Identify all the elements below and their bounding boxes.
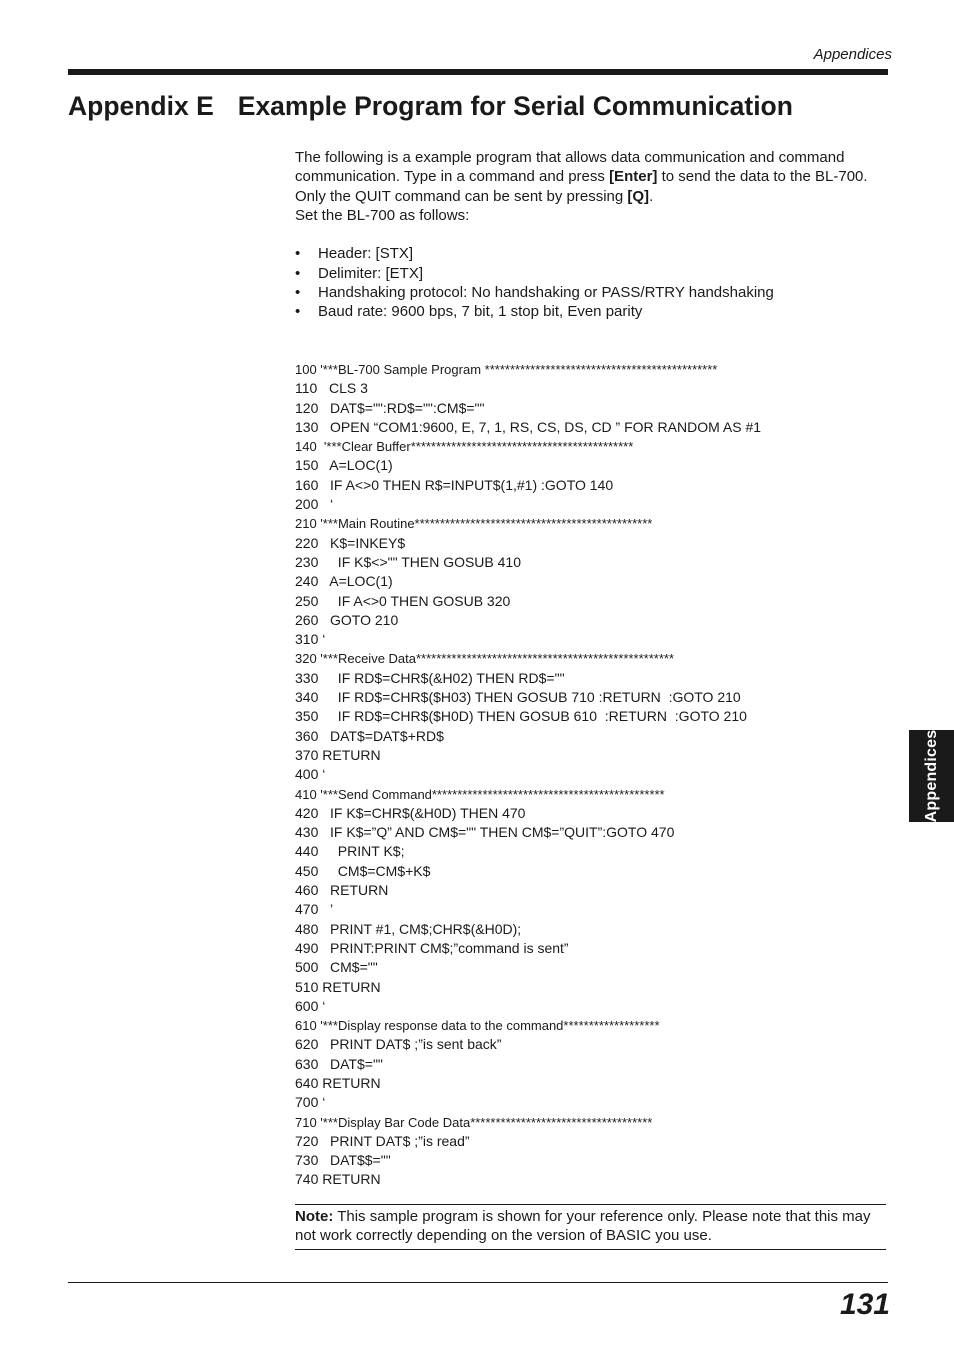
code-line: 220 K$=INKEY$ [295, 534, 406, 551]
list-item-text: Baud rate: 9600 bps, 7 bit, 1 stop bit, Even parity [318, 303, 643, 321]
list-item-text: Header: [STX] [318, 245, 414, 263]
settings-list [295, 244, 887, 321]
code-line: 400 ‘ [295, 766, 326, 783]
appendix-title: Example Program for Serial Communication [237, 91, 793, 121]
code-line: 160 IF A<>0 THEN R$=INPUT$(1,#1) :GOTO 140 [295, 476, 614, 493]
list-item [295, 244, 887, 263]
code-line: 250 IF A<>0 THEN GOSUB 320 [295, 592, 511, 609]
bullet-icon: • [295, 245, 301, 263]
side-tab-label: Appendices [922, 729, 940, 823]
page-title [68, 91, 793, 122]
code-line: 360 DAT$=DAT$+RD$ [295, 727, 444, 744]
page-number: 131 [839, 1288, 890, 1321]
code-line: 230 IF K$<>"" THEN GOSUB 410 [295, 553, 522, 570]
code-line: 200 ‘ [295, 496, 334, 513]
intro-section [295, 148, 887, 322]
code-line: 720 PRINT DAT$ ;”is read” [295, 1132, 470, 1149]
code-line: 410 '***Send Command********************************************** [295, 786, 665, 802]
code-line: 480 PRINT #1, CM$;CHR$(&H0D); [295, 920, 522, 937]
intro-text: The following is a example program that allows data communication and command communication. Type in a command and press [295, 149, 845, 186]
code-line: 240 A=LOC(1) [295, 573, 393, 590]
code-line: 100 '***BL-700 Sample Program ********************************************** [295, 362, 718, 377]
code-line: 460 RETURN [295, 882, 389, 899]
side-tab [909, 730, 954, 822]
running-header: Appendices [813, 46, 892, 63]
code-line: 710 '***Display Bar Code Data************************************ [295, 1114, 653, 1130]
code-line: 490 PRINT:PRINT CM$;”command is sent” [295, 939, 569, 956]
code-line: 620 PRINT DAT$ ;”is sent back” [295, 1036, 502, 1053]
code-line: 510 RETURN [295, 978, 381, 995]
code-line: 640 RETURN [295, 1074, 381, 1091]
list-item-text: Delimiter: [ETX] [318, 264, 424, 282]
list-item [295, 302, 887, 321]
intro-text: to send the data to the BL-700. [657, 168, 868, 186]
code-line: 730 DAT$$="" [295, 1152, 391, 1169]
code-line: 350 IF RD$=CHR$($H0D) THEN GOSUB 610 :RETURN :GOTO 210 [295, 708, 747, 725]
code-line: 130 OPEN “COM1:9600, E, 7, 1, RS, CS, DS, CD ” FOR RANDOM AS #1 [295, 418, 762, 435]
top-rule [68, 69, 888, 75]
code-line: 600 ‘ [295, 997, 326, 1014]
list-item [295, 283, 887, 302]
code-line: 330 IF RD$=CHR$(&H02) THEN RD$="" [295, 669, 565, 686]
bullet-icon: • [295, 264, 301, 282]
code-line: 420 IF K$=CHR$(&H0D) THEN 470 [295, 804, 526, 821]
code-line: 450 CM$=CM$+K$ [295, 862, 431, 879]
code-line: 740 RETURN [295, 1171, 381, 1188]
bullet-icon: • [295, 284, 301, 302]
intro-paragraph-1 [295, 148, 887, 187]
enter-key-label: [Enter] [609, 168, 658, 186]
code-line: 430 IF K$=”Q” AND CM$="" THEN CM$=”QUIT”:GOTO 470 [295, 824, 675, 841]
code-line: 630 DAT$="" [295, 1055, 383, 1072]
code-line: 110 CLS 3 [295, 380, 368, 397]
intro-text: Only the QUIT command can be sent by pressing [295, 187, 628, 205]
code-line: 340 IF RD$=CHR$($H03) THEN GOSUB 710 :RETURN :GOTO 210 [295, 689, 741, 706]
intro-paragraph-3: Set the BL-700 as follows: [295, 206, 470, 224]
bottom-rule [68, 1282, 888, 1283]
code-line: 440 PRINT K$; [295, 843, 405, 860]
note-label: Note: [295, 1208, 334, 1225]
code-line: 310 ‘ [295, 631, 326, 648]
note-box [295, 1204, 886, 1250]
code-line: 370 RETURN [295, 746, 381, 763]
code-line: 470 ’ [295, 901, 334, 918]
code-listing [295, 360, 887, 1190]
code-line: 120 DAT$="":RD$="":CM$="" [295, 399, 485, 416]
appendix-label: Appendix E [68, 91, 214, 121]
note-text: This sample program is shown for your reference only. Please note that this may not work correctly depending on the version of BASIC you use. [295, 1208, 871, 1245]
code-line: 260 GOTO 210 [295, 611, 399, 628]
code-line: 610 '***Display response data to the command******************* [295, 1018, 660, 1034]
list-item-text: Handshaking protocol: No handshaking or PASS/RTRY handshaking [318, 284, 774, 302]
intro-text: . [649, 187, 654, 205]
code-line: 700 ‘ [295, 1094, 326, 1111]
intro-paragraph-2 [295, 187, 887, 206]
list-item [295, 264, 887, 283]
code-line: 500 CM$="" [295, 959, 378, 976]
code-line: 210 '***Main Routine*********************************************** [295, 516, 653, 532]
code-line: 140 '***Clear Buffer******************************************** [295, 439, 634, 455]
code-line: 150 A=LOC(1) [295, 457, 393, 474]
code-line: 320 '***Receive Data*************************************************** [295, 651, 675, 667]
bullet-icon: • [295, 303, 301, 321]
q-key-label: [Q] [627, 187, 650, 205]
